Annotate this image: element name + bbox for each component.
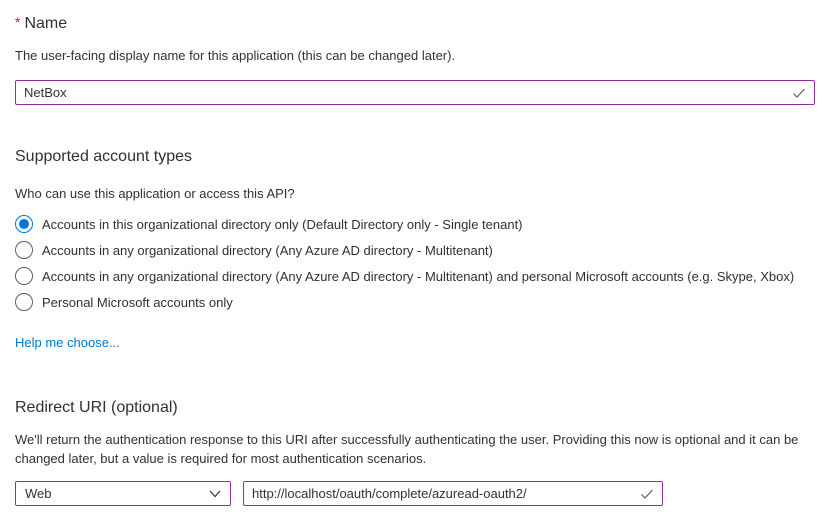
name-input[interactable]	[16, 81, 792, 104]
name-input-container	[15, 80, 815, 105]
name-section-title-text: Name	[24, 15, 68, 32]
radio-option-single-tenant[interactable]	[15, 211, 815, 237]
radio-option-multitenant-personal[interactable]	[15, 263, 815, 289]
name-description: The user-facing display name for this application (this can be changed later).	[15, 48, 456, 63]
radio-option-label: Accounts in this organizational directory only (Default Directory only - Single tenant)	[42, 216, 523, 232]
help-me-choose-link[interactable]: Help me choose...	[15, 335, 120, 350]
radio-button-icon[interactable]	[15, 241, 33, 259]
name-section-title	[15, 12, 815, 34]
redirect-uri-row	[15, 481, 815, 506]
radio-option-personal-only[interactable]	[15, 289, 815, 315]
radio-option-multitenant[interactable]	[15, 237, 815, 263]
redirect-uri-input[interactable]	[244, 482, 640, 505]
radio-option-label: Personal Microsoft accounts only	[42, 294, 233, 310]
radio-button-icon[interactable]	[15, 215, 33, 233]
checkmark-icon	[640, 487, 654, 501]
radio-option-label: Accounts in any organizational directory (Any Azure AD directory - Multitenant)	[42, 242, 493, 258]
checkmark-icon	[792, 86, 806, 100]
radio-button-icon[interactable]	[15, 293, 33, 311]
account-types-question: Who can use this application or access this API?	[15, 186, 295, 201]
radio-button-icon[interactable]	[15, 267, 33, 285]
account-types-section-title: Supported account types	[15, 148, 193, 165]
required-asterisk: *	[15, 14, 21, 30]
redirect-uri-input-container	[243, 481, 663, 506]
redirect-uri-section-title: Redirect URI (optional)	[15, 399, 178, 416]
account-types-radio-group	[15, 211, 815, 315]
platform-select-dropdown[interactable]	[15, 481, 231, 506]
platform-select-value: Web	[25, 486, 52, 501]
redirect-uri-description: We'll return the authentication response to this URI after successfully authenticating the user. Providing this now is optional and it can be changed later, but a value is required for most authentication scenarios.	[15, 432, 799, 466]
radio-option-label: Accounts in any organizational directory (Any Azure AD directory - Multitenant) and personal Microsoft accounts (e.g. Skype, Xbox)	[42, 268, 795, 284]
chevron-down-icon	[209, 490, 221, 498]
